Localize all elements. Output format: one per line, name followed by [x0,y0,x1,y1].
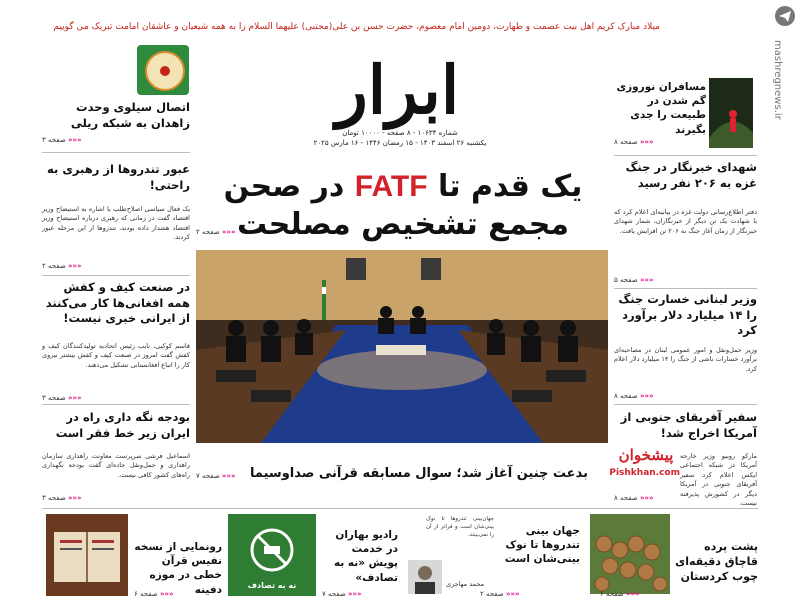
left-story-4-title: بودجه نگه داری راه در ایران زیر خط فقر است [55,410,190,440]
left-story-3-body: قاسم کوکبی، نایب رئیس اتحادیه تولیدکنندگان کیف و کفش گفت امروز در صنعت کیف و کفش بیشتر نیروی کار را اتباع افغانستانی تشکیل می‌دهند. [42,342,190,369]
bottom-4-image [46,514,128,596]
left-story-4-page: ««« صفحه ۳ [42,494,82,502]
bottom-1-page: ««« صفحه ۶ [600,590,640,598]
main-photo [196,250,608,443]
right-story-2-body: دفتر اطلاع‌رسانی دولت غزه در بیانیه‌ای اعلام کرد که با شهادت یک تن دیگر از خبرنگاران، شمار شهدای خبرنگار از زمان آغاز جنگ به ۲۰۶ تن افزایش یافت. [614,208,757,235]
right-story-4-title: سفیر آفریقای جنوبی از آمریکا اخراج شد! [620,410,757,440]
newspaper-logo: ابرار [335,51,460,129]
main-headline-line2: مجمع تشخیص مصلحت [236,207,570,242]
main-headline-post: در صحن [223,169,345,204]
bottom-3-image [228,514,316,596]
left-story-1-title: اتصال سیلوی وحدت زاهدان به شبکه ریلی [70,100,190,130]
telegram-icon [772,2,800,42]
bottom-2-title: جهان بینی تندروها تا نوک بینی‌شان است [504,525,580,566]
left-story-3-page: ««« صفحه ۳ [42,394,82,402]
right-story-3-title: وزیر لبنانی خسارت جنگ را ۱۴ میلیارد دلار برآورد کرد [618,292,757,338]
bottom-2-body: جهان‌بینی تندروها تا نوک بینی‌شان است و فراتر از آن را نمی‌بینند. [426,516,494,538]
author-avatar [408,560,442,594]
pishkhan-logo: پیشخوان Pishkhan.com [609,446,680,478]
left-story-3-title: در صنعت کیف و کفش همه افغانی‌ها کار می‌کنند از ایرانی خبری نیست! [45,280,190,326]
right-story-1-page: ««« صفحه ۸ [614,138,654,146]
main-headline-page: ««« صفحه ۲ [196,228,236,236]
bottom-4-title: رونمایی از نسخه نفیس قرآن خطی در موزه دفینه [134,541,222,596]
right-story-2-page: ««« صفحه ۵ [614,276,654,284]
right-story-4-body: مارکو روبیو وزیر خارجه آمریکا در شبکه اجتماعی ایکس اعلام کرد سفیر آفریقای جنوبی در آمریکا دیگر در کشورش پذیرفته نیست. [680,452,757,508]
right-story-2-title: شهدای خبرنگار در جنگ غزه به ۲۰۶ نفر رسید [625,160,757,190]
bottom-3-title: رادیو بهاران در خدمت پویش «نه به تصادف» [333,529,398,584]
pishkhan-url: Pishkhan.com [609,468,680,478]
main-headline-pre: یک قدم تا [438,169,583,204]
right-story-3-page: ««« صفحه ۸ [614,392,654,400]
issue-line-date: یکشنبه ۲۶ اسفند ۱۴۰۳ - ۱۵ رمضان ۱۴۴۶ - ۱۶ مارس ۲۰۲۵ [313,139,487,147]
left-story-2-page: ««« صفحه ۲ [42,262,82,270]
right-story-1-image [709,78,753,148]
bottom-4-page: ««« صفحه ۶ [134,590,174,598]
watermark-text: mashregnews.ir [772,40,783,120]
bottom-2-page: ««« صفحه ۲ [480,590,520,598]
main-subheadline: بدعت چنین آغاز شد؛ سوال مسابقه قرآنی صداوسیما [250,466,588,481]
right-story-3-body: وزیر حمل‌ونقل و امور عمومی لبنان در مصاحبه‌ای برآورد خسارات ناشی از جنگ را ۱۴ میلیارد دلار اعلام کرد. [614,346,757,373]
right-story-4-page: ««« صفحه ۸ [614,494,654,502]
main-headline [196,168,610,244]
watermark [770,0,800,180]
issue-info [300,128,500,148]
left-story-2-title: عبور تندروها از رهبری به راحتی! [47,162,190,192]
issue-line-number: شماره ۱۰۶۳۴ - ۸ صفحه - ۱۰۰۰۰ تومان [342,129,458,137]
top-banner: میلاد مبارک کریم اهل بیت عصمت و طهارت، دومین امام معصوم، حضرت حسن بن علی(مجتبی) علیهما السلام را به همه شیعیان و عاشقان امامت تبریک می گوییم [53,22,660,32]
bottom-1-title: پشت پرده قاچاق دقیقه‌ای چوب کردستان [675,540,758,583]
bottom-1-image [590,514,670,594]
bottom-2-author: محمد مهاجری [446,580,485,588]
seal-icon [137,45,189,95]
bottom-3-page: ««« صفحه ۷ [322,590,362,598]
main-headline-fatf: FATF [354,170,428,203]
left-story-2-body: یک فعال سیاسی اصلاح‌طلب با اشاره به استیضاح وزیر اقتصاد گفت در زمانی که رهبری درباره استیضاح وزیر اقتصاد هشدار داده بودند، تندروها از این مرحله عبور کردند. [42,205,190,242]
main-subheadline-page: ««« صفحه ۷ [196,472,236,480]
right-story-1-title: مسافران نوروزی گم شدن در طبیعت را جدی بگیرند [616,81,706,136]
bottom-3-sign: نه به تصادف [247,581,297,590]
left-story-4-body: اسماعیل فرشی سرپرست معاونت راهداری سازمان راهداری و حمل‌ونقل جاده‌ای گفت بودجه نگهداری راه‌های کشور کافی نیست. [42,452,190,479]
left-story-1-page: ««« صفحه ۳ [42,136,82,144]
